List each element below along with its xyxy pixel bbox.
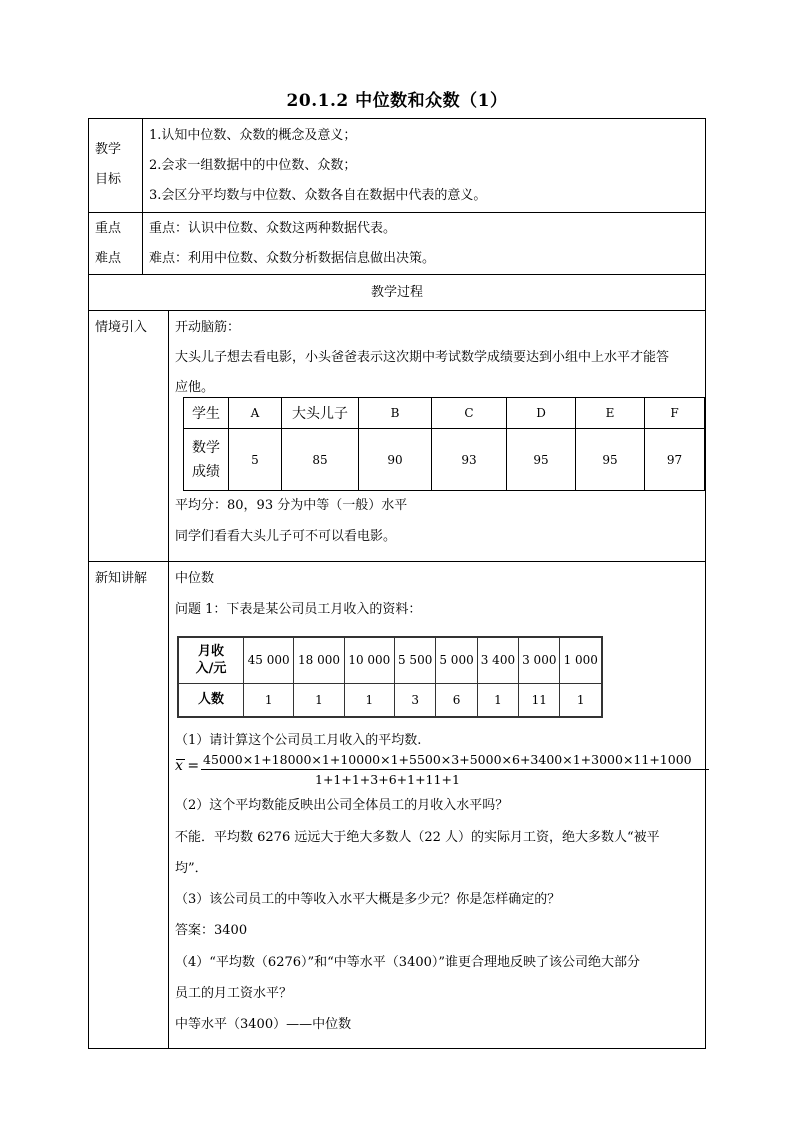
income-value: 10 000 xyxy=(344,637,394,683)
score-value: 90 xyxy=(359,429,432,491)
score-value: 97 xyxy=(645,429,705,491)
income-value: 1 000 xyxy=(560,637,602,683)
count-value: 11 xyxy=(519,683,560,717)
newknowledge-row xyxy=(89,562,705,1048)
intro-content xyxy=(169,311,705,561)
count-value: 1 xyxy=(477,683,518,717)
table-row xyxy=(184,429,705,491)
keypoints-label-line1: 重点 xyxy=(95,221,122,236)
goals-label-line2: 目标 xyxy=(95,172,122,187)
score-value: 95 xyxy=(576,429,645,491)
question-text: 员工的月工资水平？ xyxy=(175,986,293,1001)
student-name: 大头儿子 xyxy=(282,398,359,429)
income-header: 月收 入/元 xyxy=(178,637,244,683)
income-value: 5 500 xyxy=(394,637,435,683)
table-row xyxy=(178,637,602,683)
process-header: 教学过程 xyxy=(89,275,705,311)
student-name: D xyxy=(507,398,576,429)
income-value: 45 000 xyxy=(244,637,294,683)
intro-line: 同学们看看大头儿子可不可以看电影。 xyxy=(175,529,397,544)
intro-line: 平均分：80，93 分为中等（一般）水平 xyxy=(175,498,408,513)
score-value: 93 xyxy=(432,429,507,491)
score-value: 5 xyxy=(229,429,282,491)
question-text: （4）“平均数（6276）”和“中等水平（3400）”谁更合理地反映了该公司绝大部分 xyxy=(175,955,641,970)
keypoints-content xyxy=(143,213,705,274)
intro-line: 应他。 xyxy=(175,380,215,395)
page-title: 20.1.2 中位数和众数（1） xyxy=(286,91,508,111)
formula-numerator: 45000×1+18000×1+10000×1+5500×3+5000×6+3400×1+3000×11+1000 xyxy=(203,752,692,767)
score-value: 85 xyxy=(282,429,359,491)
goal-item: 2.会求一组数据中的中位数、众数； xyxy=(149,158,357,173)
goal-item: 3.会区分平均数与中位数、众数各自在数据中代表的意义。 xyxy=(149,188,487,203)
answer-text: 不能．平均数 6276 远远大于绝大多数人（22 人）的实际月工资，绝大多数人“被平 xyxy=(175,830,660,845)
score-header: 数学 成绩 xyxy=(184,429,229,491)
fraction-bar xyxy=(201,769,709,770)
key-point: 重点：认识中位数、众数这两种数据代表。 xyxy=(149,221,397,236)
question-text: 问题 1：下表是某公司员工月收入的资料： xyxy=(175,602,422,617)
income-value: 3 400 xyxy=(477,637,518,683)
count-value: 3 xyxy=(394,683,435,717)
answer-text: 中等水平（3400）——中位数 xyxy=(175,1017,352,1032)
score-value: 95 xyxy=(507,429,576,491)
keypoints-label-line2: 难点 xyxy=(95,251,122,266)
newknowledge-content xyxy=(169,562,705,1048)
count-value: 1 xyxy=(344,683,394,717)
goals-row xyxy=(89,119,705,213)
section-heading: 中位数 xyxy=(175,571,215,586)
question-text: （3）该公司员工的中等收入水平大概是多少元？你是怎样确定的？ xyxy=(175,892,561,907)
goal-item: 1.认知中位数、众数的概念及意义； xyxy=(149,128,357,143)
keypoints-row xyxy=(89,213,705,275)
intro-line: 开动脑筋： xyxy=(175,320,241,335)
student-name: A xyxy=(229,398,282,429)
income-value: 18 000 xyxy=(294,637,344,683)
table-row xyxy=(184,398,705,429)
count-header: 人数 xyxy=(178,683,244,717)
goals-label-line1: 教学 xyxy=(95,142,122,157)
income-table xyxy=(177,636,603,718)
goals-label xyxy=(89,119,143,212)
student-name: F xyxy=(645,398,705,429)
mean-formula xyxy=(175,752,709,792)
keypoints-label xyxy=(89,213,143,274)
answer-text: 均”． xyxy=(175,861,208,876)
difficult-point: 难点：利用中位数、众数分析数据信息做出决策。 xyxy=(149,251,436,266)
lesson-plan-table xyxy=(88,118,706,1049)
formula-denominator: 1+1+1+3+6+1+11+1 xyxy=(315,772,460,787)
table-row xyxy=(178,683,602,717)
count-value: 1 xyxy=(244,683,294,717)
intro-line: 大头儿子想去看电影，小头爸爸表示这次期中考试数学成绩要达到小组中上水平才能答 xyxy=(175,350,670,365)
intro-row xyxy=(89,311,705,562)
answer-text: 答案：3400 xyxy=(175,923,248,938)
count-value: 1 xyxy=(294,683,344,717)
income-value: 5 000 xyxy=(436,637,477,683)
formula-lhs: x = xyxy=(175,758,200,774)
count-value: 1 xyxy=(560,683,602,717)
score-table xyxy=(183,397,705,491)
count-value: 6 xyxy=(436,683,477,717)
student-name: B xyxy=(359,398,432,429)
income-value: 3 000 xyxy=(519,637,560,683)
question-text: （2）这个平均数能反映出公司全体员工的月收入水平吗？ xyxy=(175,798,509,813)
student-name: C xyxy=(432,398,507,429)
intro-label: 情境引入 xyxy=(89,311,169,561)
student-name: E xyxy=(576,398,645,429)
question-text: （1）请计算这个公司员工月收入的平均数. xyxy=(175,733,422,748)
goals-content xyxy=(143,119,705,212)
newknowledge-label: 新知讲解 xyxy=(89,562,169,1048)
student-header: 学生 xyxy=(184,398,229,429)
